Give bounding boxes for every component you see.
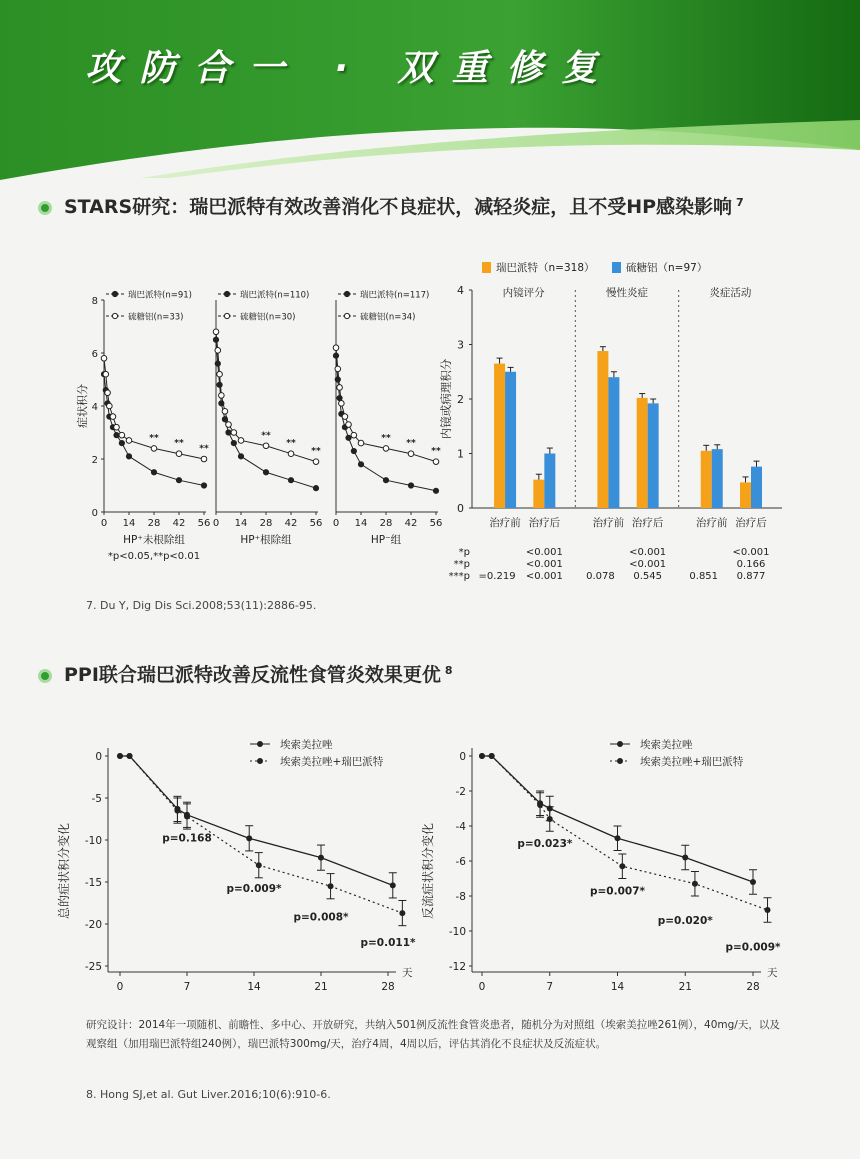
p-value: 0.545 [633, 571, 662, 582]
x-axis-label: 天 [402, 967, 413, 979]
data-point [333, 353, 338, 358]
data-point [238, 438, 244, 444]
data-point [335, 366, 341, 372]
legend-marker [257, 741, 263, 747]
legend-marker [224, 313, 229, 318]
data-point [231, 441, 236, 446]
y-tick-label: 1 [457, 447, 464, 461]
data-point [346, 422, 352, 428]
bullet-icon [38, 669, 52, 683]
x-tick-label: 28 [259, 518, 273, 529]
data-point [217, 382, 222, 387]
x-axis-label: HP⁻组 [370, 534, 402, 546]
p-value: <0.001 [629, 547, 667, 558]
section-heading-ppi [38, 660, 453, 687]
y-tick-label: 0 [457, 502, 464, 515]
category-label: 治疗后 [735, 517, 767, 529]
data-point [103, 371, 109, 377]
y-tick-label: 3 [457, 338, 464, 352]
legend-swatch [612, 262, 621, 273]
bar [608, 377, 619, 508]
data-point [358, 440, 364, 446]
y-tick-label: 6 [91, 349, 98, 360]
x-tick-label: 28 [746, 981, 760, 993]
p-value-annotation: p=0.168 [162, 832, 212, 845]
significance-mark: ** [174, 438, 184, 449]
data-point [126, 454, 131, 459]
data-point [339, 401, 345, 407]
y-tick-label: 0 [91, 508, 98, 519]
y-tick-label: 0 [95, 751, 102, 763]
p-value: 0.851 [689, 571, 719, 582]
bar [701, 451, 712, 508]
data-point [489, 753, 495, 759]
data-point [328, 883, 334, 889]
bar [648, 403, 659, 508]
x-tick-label: 28 [147, 518, 161, 529]
data-point [615, 835, 621, 841]
section-heading-stars [38, 192, 744, 219]
chart-total-symptom-change [57, 730, 440, 1000]
data-point [383, 478, 388, 483]
x-tick-label: 28 [381, 981, 395, 993]
data-point [246, 835, 252, 841]
data-point [263, 443, 269, 449]
p-value-label: *p [458, 547, 470, 558]
data-point [215, 348, 221, 354]
significance-mark: ** [406, 438, 416, 449]
y-tick-label: -12 [448, 961, 466, 973]
x-tick-label: 0 [100, 518, 108, 529]
p-value-annotation: p=0.011* [360, 936, 416, 949]
x-tick-label: 42 [284, 518, 298, 529]
legend-label: 瑞巴派特(n=110) [240, 290, 310, 301]
legend-marker [224, 291, 229, 296]
significance-mark: ** [311, 446, 321, 457]
banner-title: 攻 防 合 一 · 双 重 修 复 [85, 48, 601, 89]
data-point [318, 855, 324, 861]
legend-swatch [482, 262, 491, 273]
data-point [213, 337, 218, 342]
data-point [127, 753, 133, 759]
data-point [201, 456, 207, 462]
x-axis-label: HP⁺未根除组 [123, 534, 185, 546]
data-point [201, 483, 206, 488]
data-point [313, 486, 318, 491]
significance-footnote: *p<0.05,**p<0.01 [107, 551, 201, 562]
legend-marker [617, 741, 623, 747]
x-tick-label: 14 [234, 518, 248, 529]
data-point [222, 409, 228, 415]
data-point [358, 462, 363, 467]
data-point [176, 451, 182, 457]
p-value: <0.001 [525, 559, 563, 570]
data-point [231, 430, 237, 436]
y-axis-label: 反流症状积分变化 [421, 822, 435, 920]
y-tick-label: -6 [455, 856, 466, 868]
legend-marker [257, 758, 263, 764]
section-heading-text: PPI联合瑞巴派特改善反流性食管炎效果更优 [64, 664, 441, 686]
x-tick-label: 14 [354, 518, 368, 529]
legend-marker [344, 291, 349, 296]
p-value: <0.001 [732, 547, 770, 558]
data-point [479, 753, 485, 759]
bar [751, 467, 762, 508]
x-axis-label: 天 [767, 967, 778, 979]
reference-mark: 8 [444, 663, 453, 677]
legend-label: 硫糖铝(n=30) [240, 312, 296, 323]
y-tick-label: 2 [91, 455, 98, 466]
y-tick-label: -5 [91, 793, 102, 805]
data-point [288, 478, 293, 483]
x-tick-label: 21 [678, 981, 692, 993]
x-tick-label: 56 [197, 518, 211, 529]
legend-label: 埃索美拉唑+瑞巴派特 [280, 756, 384, 768]
reference-8: 8. Hong SJ,et al. Gut Liver.2016;10(6):910-6. [86, 1088, 331, 1101]
y-tick-label: -4 [455, 821, 466, 833]
significance-mark: ** [199, 444, 209, 454]
x-tick-label: 14 [247, 981, 261, 993]
data-point [765, 907, 771, 913]
group-label: 慢性炎症 [606, 287, 648, 299]
bar [637, 398, 648, 508]
bar [712, 449, 723, 508]
p-value: <0.001 [525, 547, 563, 558]
data-point [619, 863, 625, 869]
data-point [119, 432, 125, 438]
y-tick-label: 0 [459, 751, 466, 763]
data-point [226, 430, 231, 435]
legend-label: 埃索美拉唑 [280, 739, 333, 751]
reference-7: 7. Du Y, Dig Dis Sci.2008;53(11):2886-95. [86, 599, 317, 612]
data-point [226, 422, 232, 428]
legend-label: 硫糖铝（n=97） [626, 262, 708, 274]
legend-label: 硫糖铝(n=34) [360, 312, 416, 323]
data-point [547, 816, 553, 822]
data-point [263, 470, 268, 475]
data-point [351, 432, 357, 438]
p-value: 0.078 [586, 571, 615, 582]
significance-mark: ** [431, 446, 441, 457]
data-point [256, 862, 262, 868]
chart-hp-positive-not-eradicated [76, 280, 220, 590]
chart-reflux-symptom-change [420, 730, 815, 1000]
data-point [351, 448, 356, 453]
p-value-annotation: p=0.009* [226, 883, 282, 896]
data-point [110, 414, 116, 420]
y-axis-label: 症状积分 [76, 384, 89, 428]
significance-mark: ** [149, 433, 159, 444]
data-point [126, 438, 132, 444]
data-point [238, 454, 243, 459]
bar [740, 482, 751, 508]
data-point [383, 446, 389, 452]
data-point [219, 393, 225, 399]
y-tick-label: -8 [455, 891, 466, 903]
data-point [390, 882, 396, 888]
p-value: =0.219 [478, 571, 516, 582]
legend-label: 瑞巴派特(n=91) [128, 290, 192, 301]
y-tick-label: 8 [91, 296, 98, 307]
data-point [335, 377, 340, 382]
group-label: 内镜评分 [502, 287, 545, 299]
y-tick-label: 4 [91, 402, 98, 413]
x-tick-label: 7 [183, 981, 191, 993]
data-point [184, 813, 190, 819]
category-label: 治疗后 [631, 517, 664, 529]
category-label: 治疗后 [528, 517, 561, 529]
series-line [216, 340, 316, 488]
data-point [213, 329, 219, 335]
p-value-annotation: p=0.020* [657, 915, 713, 927]
data-point [342, 414, 348, 420]
data-point [101, 356, 107, 362]
study-design-note: 研究设计：2014年一项随机、前瞻性、多中心、开放研究，共纳入501例反流性食管炎患者，随机分为对照组（埃索美拉唑261例），40mg/天，以及观察组（加用瑞巴派特组240例），瑞巴派特300mg/天，治疗4周，4周以后，评估其消化不良症状及反流症状。 [86, 1019, 780, 1050]
legend-marker [112, 313, 117, 318]
data-point [174, 808, 180, 814]
x-tick-label: 56 [309, 518, 323, 529]
x-tick-label: 42 [404, 518, 418, 529]
data-point [682, 855, 688, 861]
y-tick-label: -15 [84, 877, 102, 889]
data-point [399, 910, 405, 916]
category-label: 治疗前 [592, 517, 625, 529]
x-tick-label: 21 [314, 981, 328, 993]
category-label: 治疗前 [695, 517, 728, 529]
y-axis-label: 内镜或病理积分 [439, 358, 453, 440]
data-point [114, 424, 120, 430]
y-tick-label: 2 [457, 393, 464, 406]
legend-label: 埃索美拉唑 [640, 739, 693, 751]
data-point [217, 371, 223, 377]
legend-marker [344, 313, 349, 318]
x-tick-label: 28 [379, 518, 393, 529]
bar [597, 351, 608, 508]
data-point [750, 879, 756, 885]
y-tick-label: -2 [455, 786, 466, 798]
series-line [104, 374, 204, 485]
legend-label: 硫糖铝(n=33) [128, 312, 184, 323]
y-tick-label: -25 [84, 961, 102, 973]
data-point [114, 433, 119, 438]
data-point [105, 390, 111, 396]
p-value-annotation: p=0.023* [517, 838, 573, 850]
p-value: <0.001 [629, 559, 667, 570]
category-label: 治疗前 [489, 517, 521, 529]
chart-endoscopy-pathology-scores [410, 255, 790, 590]
x-axis-label: HP⁺根除组 [240, 534, 292, 546]
y-tick-label: -10 [84, 835, 102, 847]
p-value-annotation: p=0.009* [725, 941, 781, 954]
bar [505, 372, 516, 508]
y-tick-label: -20 [84, 919, 102, 931]
significance-mark: ** [381, 433, 391, 444]
data-point [692, 881, 698, 887]
data-point [313, 459, 319, 465]
legend-marker [617, 758, 623, 764]
group-label: 炎症活动 [709, 287, 752, 299]
p-value: <0.001 [525, 571, 563, 582]
x-tick-label: 14 [610, 981, 625, 993]
p-value-label: ***p [448, 571, 470, 582]
p-value: 0.166 [736, 559, 766, 570]
bullet-icon [38, 201, 52, 215]
legend-label: 瑞巴派特（n=318） [496, 262, 595, 274]
legend-marker [112, 291, 117, 296]
data-point [337, 385, 343, 391]
x-tick-label: 42 [172, 518, 186, 529]
legend-label: 埃索美拉唑+瑞巴派特 [640, 756, 744, 768]
y-tick-label: 4 [457, 284, 464, 297]
x-tick-label: 0 [478, 981, 486, 993]
significance-mark: ** [261, 430, 271, 441]
data-point [151, 470, 156, 475]
data-point [333, 345, 339, 351]
y-tick-label: -10 [448, 926, 466, 938]
legend-label: 瑞巴派特(n=117) [360, 290, 430, 301]
significance-mark: ** [286, 438, 296, 449]
p-value: 0.877 [736, 571, 766, 582]
section-heading-text: STARS研究：瑞巴派特有效改善消化不良症状，减轻炎症，且不受HP感染影响 [64, 196, 733, 218]
data-point [151, 446, 157, 452]
x-tick-label: 14 [122, 518, 136, 529]
x-tick-label: 56 [429, 518, 443, 529]
data-point [288, 451, 294, 457]
bar [533, 480, 544, 508]
reference-mark: 7 [736, 195, 744, 209]
data-point [537, 802, 543, 808]
x-tick-label: 0 [332, 518, 340, 529]
y-axis-label: 总的症状积分变化 [57, 822, 71, 920]
data-point [107, 403, 113, 409]
p-value-annotation: p=0.007* [589, 885, 646, 898]
data-point [117, 753, 123, 759]
data-point [346, 435, 351, 440]
x-tick-label: 7 [546, 981, 554, 993]
bar [494, 364, 505, 508]
data-point [176, 478, 181, 483]
bar [544, 454, 555, 509]
x-tick-label: 0 [116, 981, 124, 993]
p-value-label: **p [453, 559, 470, 570]
x-tick-label: 0 [212, 518, 220, 529]
p-value-annotation: p=0.008* [293, 911, 349, 924]
data-point [119, 441, 124, 446]
data-point [215, 361, 220, 366]
